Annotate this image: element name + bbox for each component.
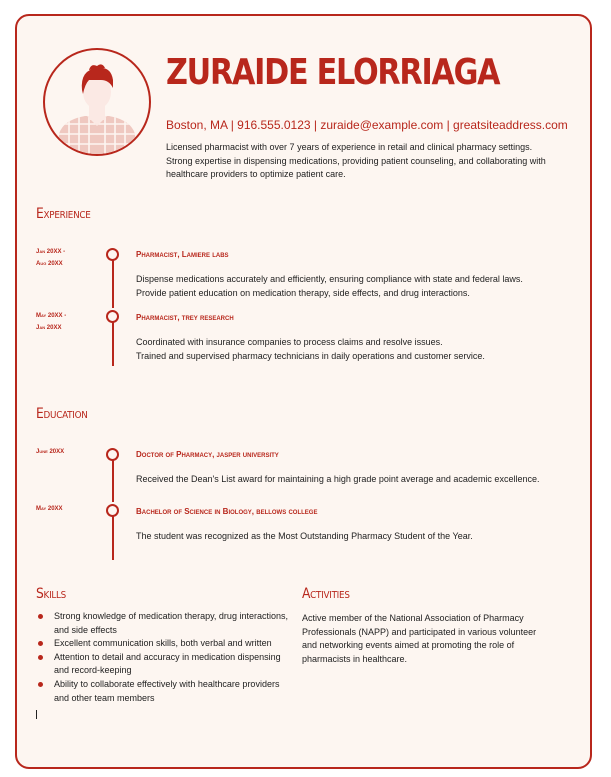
- education-timeline-line: [112, 516, 114, 560]
- education-timeline-line: [112, 460, 114, 502]
- education-description: The student was recognized as the Most Outstanding Pharmacy Student of the Year.: [136, 531, 473, 541]
- activities-heading: Activities: [302, 586, 350, 602]
- activities-text: Active member of the National Association of Pharmacy Professionals (NAPP) and participated in various volunteer and networking events aimed at promoting the role of pharmacists in healthcare.: [302, 613, 537, 664]
- experience-timeline-line: [112, 260, 114, 308]
- education-degree: Doctor of Pharmacy, jasper university: [136, 450, 279, 459]
- education-description: Received the Dean's List award for maintaining a high grade point average and academic excellence.: [136, 474, 540, 484]
- experience-timeline-line: [112, 322, 114, 366]
- list-item: Attention to detail and accuracy in medication dispensing and record-keeping: [36, 651, 296, 678]
- timeline-marker: [106, 248, 119, 261]
- experience-role: Pharmacist, Lamiere labs: [136, 250, 229, 259]
- skills-heading: Skills: [36, 586, 67, 602]
- profile-summary: Licensed pharmacist with over 7 years of experience in retail and clinical pharmacy settings. Strong expertise in dispensing medications, providing patient counseling, and collaborating with healthcare providers to optimize patient care.: [166, 142, 546, 180]
- experience-description: Coordinated with insurance companies to process claims and resolve issues. Trained and supervised pharmacy technicians in daily operations and customer service.: [136, 337, 485, 361]
- timeline-marker: [106, 448, 119, 461]
- experience-description: Dispense medications accurately and efficiently, ensuring compliance with state and federal laws. Provide patient education on medication therapy, side effects, and drug interactions.: [136, 274, 523, 298]
- experience-date: May 20XX - Jan 20XX: [36, 313, 67, 331]
- education-date: June 20XX: [36, 449, 65, 455]
- experience-heading: Experience: [36, 206, 91, 222]
- list-item: Strong knowledge of medication therapy, drug interactions, and side effects: [36, 610, 296, 637]
- text-cursor: [36, 710, 37, 719]
- candidate-name: ZURAIDE ELORRIAGA: [166, 52, 500, 93]
- list-item: Ability to collaborate effectively with healthcare providers and other team members: [36, 678, 296, 705]
- experience-role: Pharmacist, trey research: [136, 313, 234, 322]
- experience-date: Jan 20XX - Aug 20XX: [36, 249, 66, 267]
- person-avatar-icon: [43, 48, 151, 156]
- skills-list: [36, 610, 296, 705]
- list-item: Excellent communication skills, both verbal and written: [36, 637, 296, 651]
- education-date: May 20XX: [36, 506, 63, 512]
- timeline-marker: [106, 504, 119, 517]
- education-degree: Bachelor of Science in Biology, bellows college: [136, 507, 318, 516]
- timeline-marker: [106, 310, 119, 323]
- contact-info: Boston, MA | 916.555.0123 | zuraide@example.com | greatsiteaddress.com: [166, 118, 568, 132]
- education-heading: Education: [36, 406, 88, 422]
